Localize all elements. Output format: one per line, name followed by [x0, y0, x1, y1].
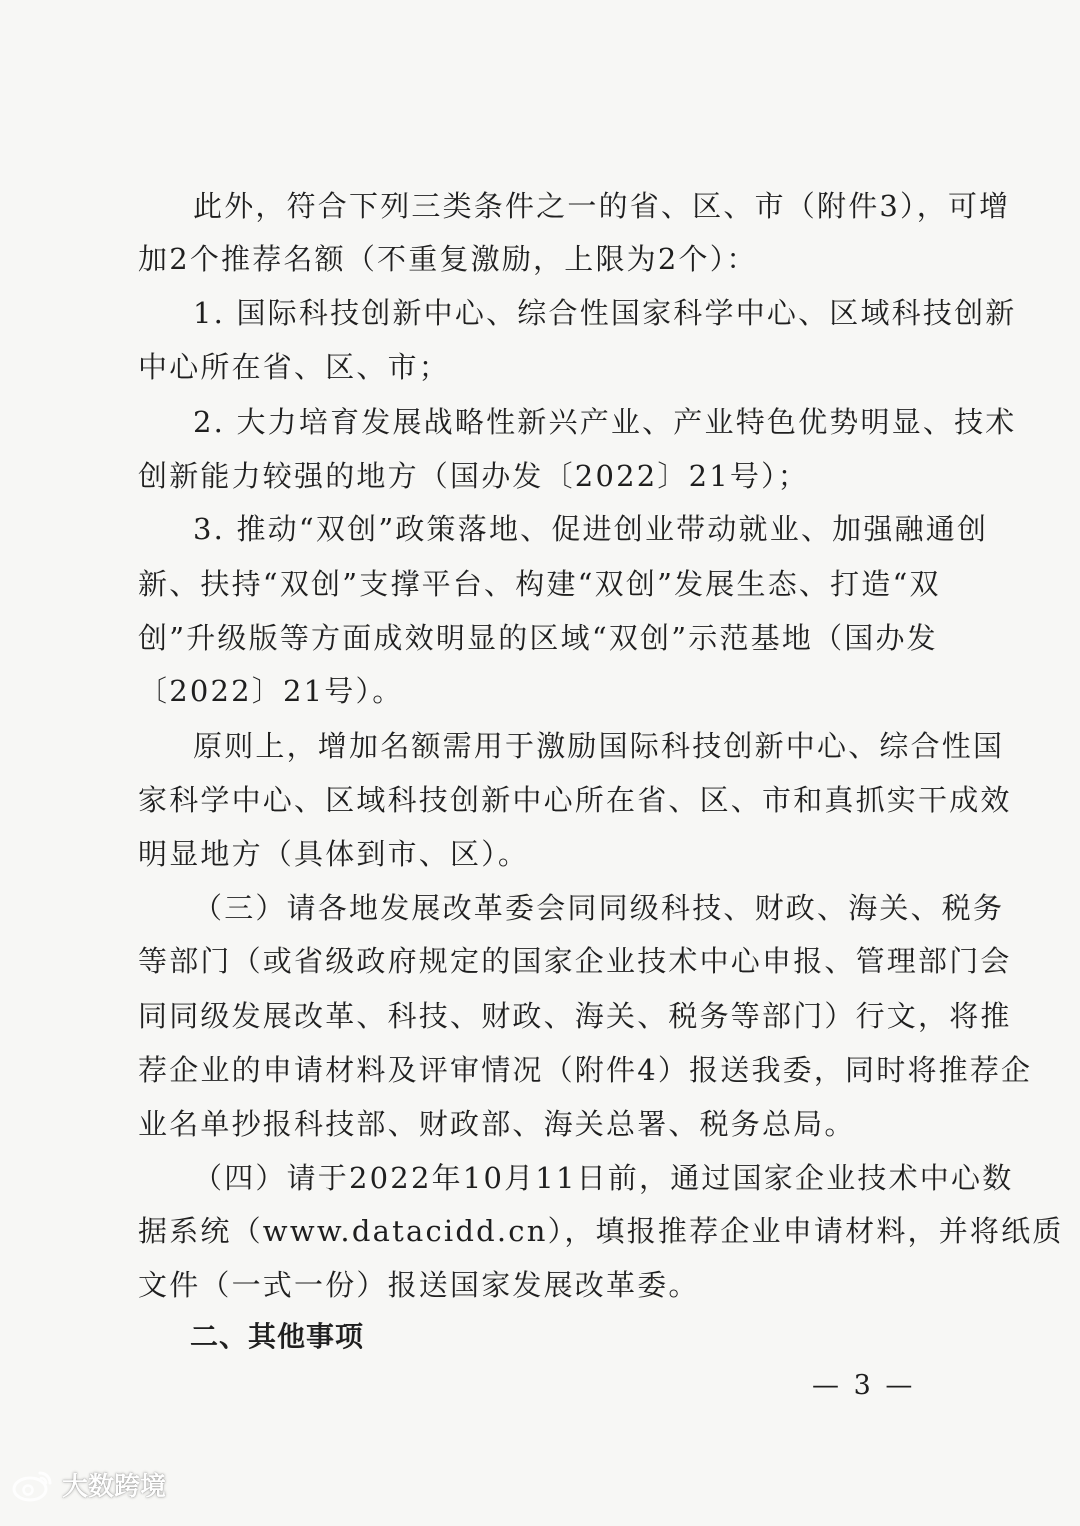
paragraph-line: 同同级发展改革、科技、财政、海关、税务等部门）行文，将推 [138, 999, 1012, 1033]
paragraph-line: 2. 大力培育发展战略性新兴产业、产业特色优势明显、技术 [193, 405, 1017, 439]
paragraph-line: 文件（一式一份）报送国家发展改革委。 [138, 1268, 700, 1302]
paragraph-line: 家科学中心、区域科技创新中心所在省、区、市和真抓实干成效 [138, 783, 1012, 817]
paragraph-line: 明显地方（具体到市、区）。 [138, 837, 530, 871]
paragraph-line: 中心所在省、区、市； [138, 350, 451, 384]
paragraph-line: 等部门（或省级政府规定的国家企业技术中心申报、管理部门会 [138, 944, 1012, 978]
paragraph-line: 1. 国际科技创新中心、综合性国家科学中心、区域科技创新 [193, 296, 1017, 330]
paragraph-line: 据系统（www.datacidd.cn），填报推荐企业申请材料，并将纸质 [138, 1214, 1064, 1248]
weibo-logo-icon [10, 1467, 56, 1503]
paragraph-line: （四）请于2022年10月11日前，通过国家企业技术中心数 [193, 1161, 1014, 1195]
paragraph-line: 加2个推荐名额（不重复激励，上限为2个）： [138, 242, 758, 276]
paragraph-line: 业名单抄报科技部、财政部、海关总署、税务总局。 [138, 1107, 856, 1141]
paragraph-line: 创”升级版等方面成效明显的区域“双创”示范基地（国办发 [138, 621, 938, 655]
page-number: — 3 — [812, 1370, 916, 1401]
paragraph-line: 创新能力较强的地方（国办发〔2022〕21号）； [138, 459, 810, 493]
paragraph-line: 〔2022〕21号）。 [138, 674, 404, 708]
paragraph-line: 此外，符合下列三类条件之一的省、区、市（附件3），可增 [193, 189, 1011, 223]
watermark [10, 1466, 166, 1503]
section-heading: 二、其他事项 [190, 1320, 365, 1353]
watermark-text: 大数跨境 [62, 1472, 167, 1502]
paragraph-line: 原则上，增加名额需用于激励国际科技创新中心、综合性国 [193, 729, 1005, 763]
paragraph-line: 荐企业的申请材料及评审情况（附件4）报送我委，同时将推荐企 [138, 1053, 1033, 1087]
paragraph-line: 新、扶持“双创”支撑平台、构建“双创”发展生态、打造“双 [138, 567, 941, 601]
paragraph-line: （三）请各地发展改革委会同同级科技、财政、海关、税务 [193, 891, 1005, 925]
paragraph-line: 3. 推动“双创”政策落地、促进创业带动就业、加强融通创 [193, 512, 989, 546]
